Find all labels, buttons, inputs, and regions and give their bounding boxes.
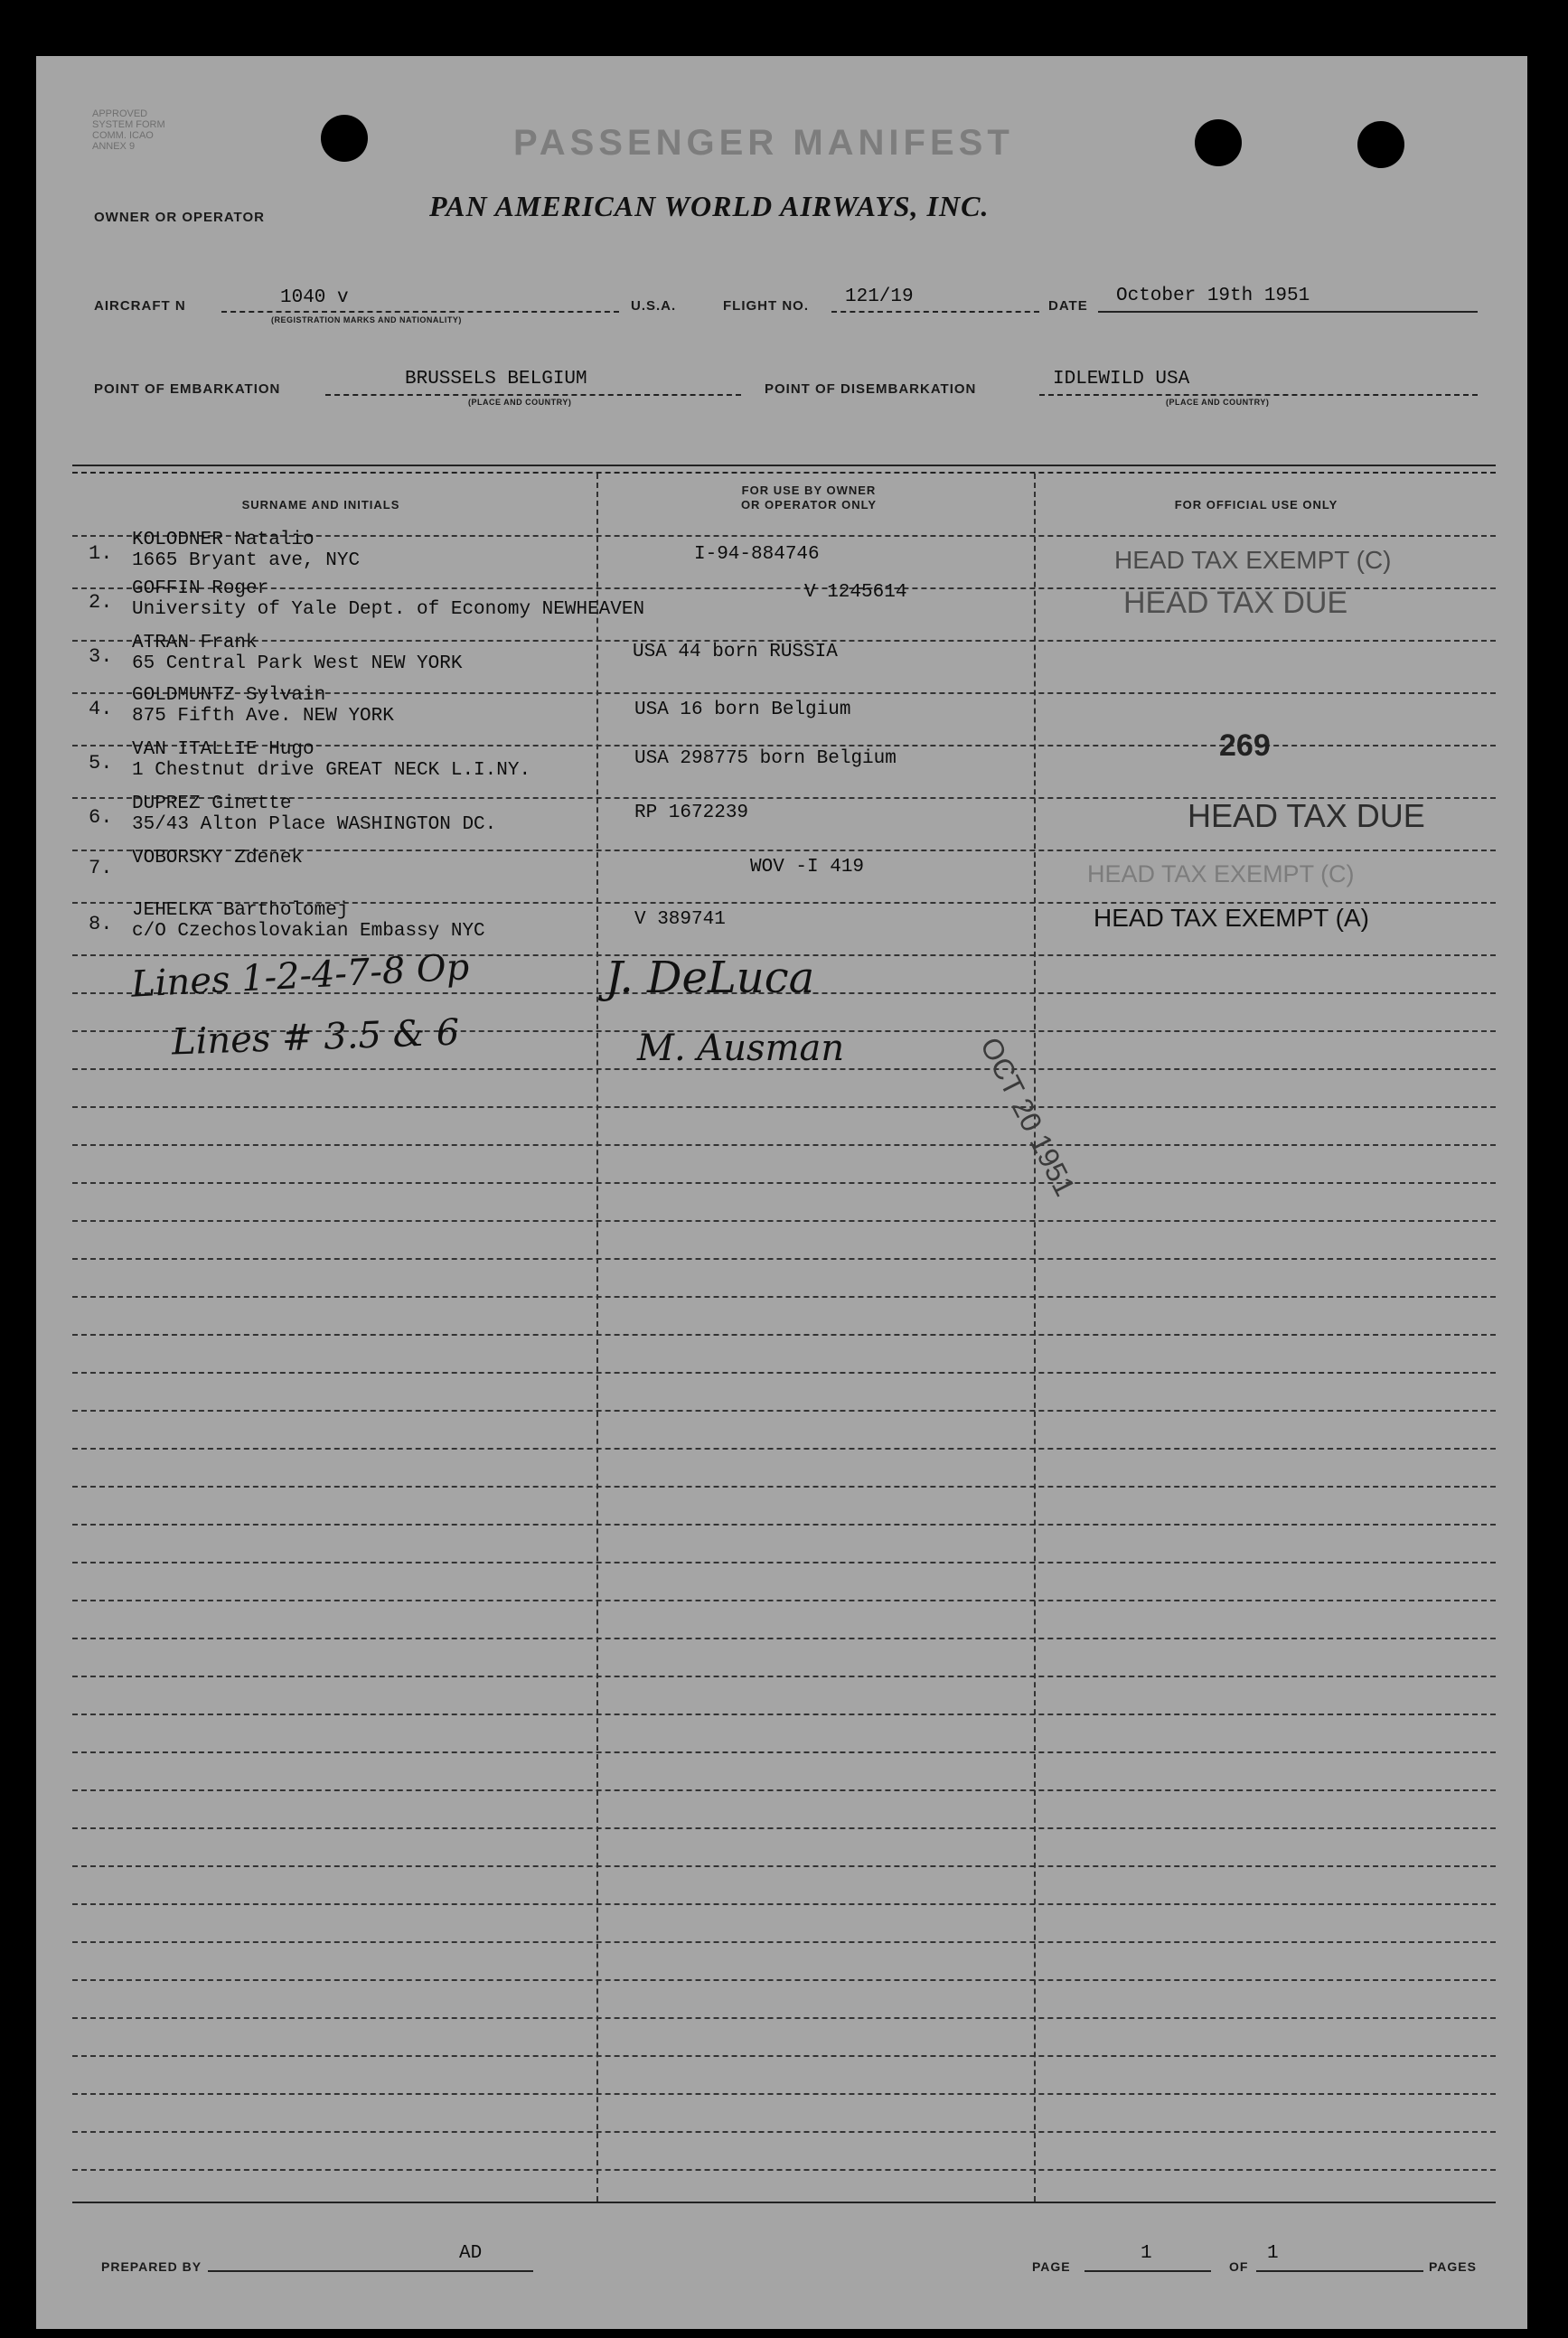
date-received-stamp: OCT 20 1951 [973,1032,1082,1201]
handwritten-signature-2: M. Ausman [637,1028,845,1069]
passenger-document: USA 298775 born Belgium [634,748,897,769]
of-value: 1 [1267,2243,1279,2264]
flight-no-value: 121/19 [845,286,914,307]
passenger-document: I-94-884746 [694,544,820,565]
row-rule [72,1600,1496,1601]
date-label: DATE [1048,298,1088,314]
disembark-value: IDLEWILD USA [1053,369,1190,390]
row-rule [72,1714,1496,1715]
row-rule [72,2055,1496,2057]
passenger-number: 6. [89,806,113,829]
owner-label: OWNER OR OPERATOR [94,210,265,225]
disembark-underline [1039,394,1478,396]
disembark-label: POINT OF DISEMBARKATION [765,381,977,397]
row-rule [72,1410,1496,1412]
passenger-address: 875 Fifth Ave. NEW YORK [132,706,394,727]
pages-label: PAGES [1429,2259,1477,2274]
passenger-document: USA 44 born RUSSIA [633,642,838,662]
disembark-place-note: (PLACE AND COUNTRY) [1166,398,1270,407]
passenger-number: 5. [89,752,113,775]
manifest-page [36,56,1527,2329]
page-title: PASSENGER MANIFEST [513,123,1014,163]
date-underline [1098,311,1478,313]
passenger-name: VAN ITALLIE Hugo [132,739,315,760]
passenger-address: c/O Czechoslovakian Embassy NYC [132,921,485,942]
official-stamp: HEAD TAX EXEMPT (A) [1094,904,1369,932]
passenger-number: 4. [89,698,113,720]
flight-no-label: FLIGHT NO. [723,298,809,314]
row-rule [72,1486,1496,1488]
row-rule [72,1827,1496,1829]
col-owner-header-2: OR OPERATOR ONLY [740,498,878,512]
col-surname-header: SURNAME AND INITIALS [241,498,400,512]
aircraft-label: AIRCRAFT N [94,298,186,314]
row-rule [72,2169,1496,2171]
aircraft-underline [221,311,619,313]
row-rule [72,1182,1496,1184]
row-rule [72,2131,1496,2133]
row-rule [72,1979,1496,1981]
punch-hole-left [321,115,368,162]
embark-value: BRUSSELS BELGIUM [405,369,587,390]
col-official-header: FOR OFFICIAL USE ONLY [1174,498,1338,512]
punch-hole-right-1 [1195,119,1242,166]
row-rule [72,1789,1496,1791]
passenger-address: 65 Central Park West NEW YORK [132,653,463,674]
embark-place-note: (PLACE AND COUNTRY) [468,398,572,407]
passenger-number: 8. [89,913,113,935]
row-rule [72,1448,1496,1450]
passenger-name: GOFFIN Roger [132,578,269,599]
official-stamp: HEAD TAX EXEMPT (C) [1114,546,1392,574]
row-rule [72,1562,1496,1563]
date-value: October 19th 1951 [1116,286,1310,306]
of-label: OF [1229,2259,1249,2274]
passenger-number: 2. [89,591,113,614]
passenger-name: DUPREZ Ginette [132,793,292,814]
row-rule [72,1638,1496,1639]
row-rule [72,1903,1496,1905]
row-rule [72,1334,1496,1336]
official-stamp: HEAD TAX EXEMPT (C) [1087,860,1355,887]
official-stamp: 269 [1219,728,1271,763]
row-rule [72,1258,1496,1260]
row-rule [72,2017,1496,2019]
handwritten-signature-1: J. DeLuca [606,953,815,1003]
prepared-value: AD [459,2243,483,2264]
registration-note: (REGISTRATION MARKS AND NATIONALITY) [271,315,462,324]
passenger-number: 3. [89,645,113,668]
row-rule [72,1524,1496,1526]
table-top-rule-2 [72,472,1496,474]
row-rule [72,1106,1496,1108]
page-underline [1084,2270,1211,2272]
passenger-document: WOV -I 419 [750,857,865,878]
prepared-underline [208,2270,533,2272]
passenger-name: KOLODNER Natalio [132,530,315,550]
passenger-address: 35/43 Alton Place WASHINGTON DC. [132,814,497,835]
row-rule [72,1751,1496,1753]
passenger-address: 1 Chestnut drive GREAT NECK L.I.NY. [132,760,531,781]
country-label: U.S.A. [631,298,677,314]
row-rule [72,1865,1496,1867]
prepared-label: PREPARED BY [101,2259,202,2274]
row-rule [72,2093,1496,2095]
table-top-rule [72,465,1496,466]
passenger-document: V 1245614 [804,582,907,603]
passenger-document: USA 16 born Belgium [634,700,851,720]
passenger-document: RP 1672239 [634,803,749,823]
flight-no-underline [831,311,1039,313]
aircraft-value: 1040 v [280,287,349,308]
handwritten-note-1: Lines 1-2-4-7-8 Op [130,946,471,1006]
row-rule [72,1296,1496,1298]
table-bottom-rule [72,2202,1496,2203]
owner-name: PAN AMERICAN WORLD AIRWAYS, INC. [429,190,990,222]
passenger-document: V 389741 [634,909,726,930]
passenger-address: University of Yale Dept. of Economy NEWHEAVEN [132,599,645,620]
col-owner-header-1: FOR USE BY OWNER [741,484,877,497]
official-stamp: HEAD TAX DUE [1188,797,1425,834]
official-stamp: HEAD TAX DUE [1123,586,1348,620]
row-rule [72,1676,1496,1677]
punch-hole-right-2 [1357,121,1404,168]
of-underline [1256,2270,1423,2272]
passenger-name: JEHELKA Bartholomej [132,900,349,921]
passenger-name: VOBORSKY Zdenek [132,848,304,869]
approval-note: APPROVED SYSTEM FORM COMM. ICAO ANNEX 9 [92,108,165,152]
embark-label: POINT OF EMBARKATION [94,381,281,397]
passenger-name: GOLDMUNTZ Sylvain [132,685,326,706]
page-value: 1 [1141,2243,1152,2264]
passenger-name: ATRAN Frank [132,633,258,653]
passenger-address: 1665 Bryant ave, NYC [132,550,361,571]
row-rule [72,1144,1496,1146]
row-rule [72,1941,1496,1943]
row-rule [72,1220,1496,1222]
passenger-number: 1. [89,542,113,565]
page-label: PAGE [1032,2259,1071,2274]
handwritten-note-2: Lines # 3.5 & 6 [171,1011,461,1064]
row-rule [72,1372,1496,1374]
passenger-number: 7. [89,857,113,879]
embark-underline [325,394,741,396]
